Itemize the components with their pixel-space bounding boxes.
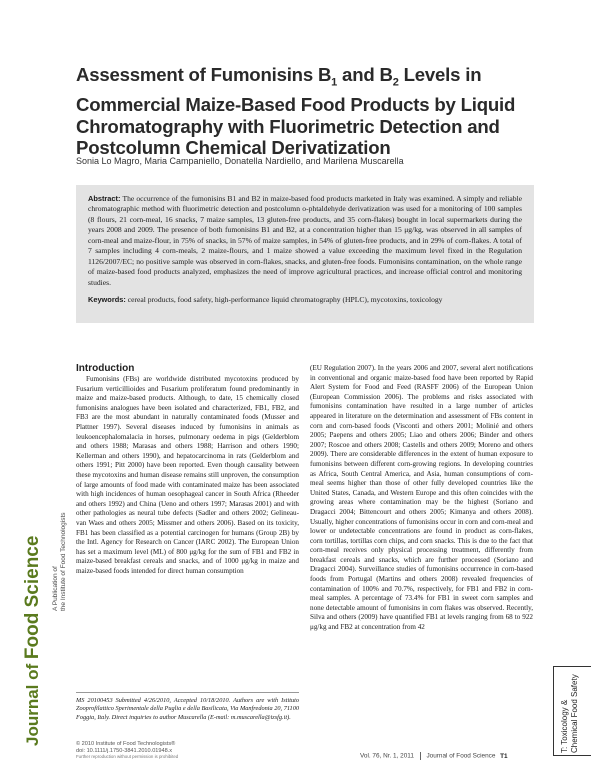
journal-name-prefix: Journal of [23,663,42,746]
section-label: T: Toxicology & Chemical Food Safety [560,674,579,753]
intro-paragraph-left: Fumonisins (FBs) are worldwide distributed mycotoxins produced by Fusarium verticillioides and Fusarium proliferatum found predominantly in maize and maize-based products. Although, to date, 15 chemically closed fumonisins analogues have been isolated and characterized, FB1, FB2, and FB3 are the most abundant in naturally contaminated foods (Musser and Plattner 1997). Several diseases induced by fumonisins in animals as leukoencephalomalacia in horses, pulmonary oedema in pigs (Gelderblom and others 1988; Marasas and others 1988; Harrison and others 1990; Kellerman and others 1990), and hepatocarcinoma in rats (Gelderblom and others 1991; Pitt 2000) have been reported. Even though causality between these mycotoxins and human disease remains still unproven, the consumption of large amounts of food made with contaminated maize has been associated with high incidences of human oesophageal cancer in South Africa (Rheeder and others 1992) and China (Ueno and others 1997; Marasas 2001) and with other pathologies as neural tube defects (Sadler and others 2002; Gelineau-van Waes and others 2005; Missmer and others 2006). Based on its toxicity, FB1 has been classified as a potential carcinogen for humans (Group 2B) by the Intl. Agency for Research on Cancer (IARC 2002). The European Union has set a maximum level (ML) of 800 μg/kg for the sum of FB1 and FB2 in maize-based breakfast cereals and snacks, and of 1000 μg/kg in maize and maize-based foods intended for direct human consumption [76,375,299,575]
publisher-note: A Publication of the Institute of Food Technologists [52,512,67,611]
abstract-label: Abstract: [88,194,121,203]
abstract-box [76,185,534,323]
intro-paragraph-right: (EU Regulation 2007). In the years 2006 and 2007, several alert notifications in conventional and organic maize-based food have been reported by Rapid Alert System for Food and Feed (RASFF 2006) of the European Union (European Commission 2006). The problems and risks associated with fumonisins contamination have resulted in a large number of articles appeared in literature on the determination and assessment of FBs content in corn and corn-based foods (Visconti and others 2001; Molinié and others 2005; Paepens and others 2005; Liao and others 2006; Binder and others 2007; Roscoe and others 2008; Castells and others 2009; Moreno and others 2009). There are considerable differences in the extent of human exposure to fumonisins between different corn-growing regions. In developing countries as Africa, South Central America, and Asia, human consumptions of corn-meal seems higher than those of other fully developed countries like the United States, Canada, and Western Europe and this often coincides with the growing areas where contamination may be the highest (Soriano and Dragacci 2004; Bittencourt and others 2005; Kimanya and others 2008). Usually, higher concentrations of fumonisins occur in corn and corn-meal and lower or undetectable concentrations are found in product as corn-flakes, corn tortillas, tortillas corn chips, and corn snacks. This is due to the fact that corn-meal receives only physical processing treatment, differently from breakfast cereals and snacks, which are further processed (Soriano and Dragacci 2004). Surveillance studies of fumonisins occurrence in corn-based foods from Portugal (Martins and others 2008) revealed frequencies of contamination of 100% and 70.7%, respectively, for FB1 and FB2 in corn-meal samples. A percentage of 73.4% for FB1 in sweet corn samples and none detectable amount of fumonisins in corn flakes was observed. Recently, Silva and others (2009) have quantified FB1 at levels ranging from 68 to 922 μg/kg and FB2 at concentration from 42 [310,364,533,632]
title-line-3: Chromatography with Fluorimetric Detection and [76,115,500,137]
abstract-paragraph [88,194,522,288]
body-column-left [76,375,299,576]
journal-name [22,536,44,746]
authors: Sonia Lo Magro, Maria Campaniello, Donatella Nardiello, and Marilena Muscarella [76,156,404,166]
footer-journal: Journal of Food Science [426,752,496,760]
copyright-block [76,741,178,761]
reproduction-note: Further reproduction without permission is prohibited [76,754,179,760]
introduction-heading: Introduction [76,363,135,374]
footer-divider [420,752,421,760]
journal-name-food: Food Science [22,535,43,660]
title-line-1: Assessment of Fumonisins $B_1$ and $B_2$ Levels in [76,64,482,89]
keywords-paragraph [88,295,522,305]
doi-line: doi: 10.1111/j.1750-3841.2010.01948.x [76,747,173,754]
title-line-4: Postcolumn Chemical Derivatization [76,137,391,159]
keywords-text: cereal products, food safety, high-performance liquid chromatography (HPLC), mycotoxins, toxicology [127,295,443,305]
abstract-text: The occurrence of the fumonisins B1 and B2 in maize-based food products marketed in Italy was examined. A simply and reliable chromatographic method with fluorimetric detection and postcolumn o-phtaldehyde derivatization was used for a monitoring of 100 samples (8 flours, 21 corn-meal, 16 snacks, 7 maize samples, 13 gluten-free products, and 35 corn-flakes) bought in local supermarkets during the years 2008 and 2009. The presence of both fumonisins B1 and B2, at a concentration higher than 15 μg/kg, was observed in all samples of corn-meal and maize-flour, in 75% of snacks, in 57% of maize samples, in 54% of gluten-free products, and in 29% of corn-flakes. A total of 7 samples including 4 corn-meals, 2 maize-flours, and 1 maize showed a value exceeding the maximum level fixed in the Regulation 1126/2007/EC; no positive sample was observed in corn-flakes, snacks, and gluten-free foods. Fumonisins contamination, on the whole range of maize-based food products analyzed, emphasizes the need of improve agricultural practices, and increase official control and monitoring studies. [88,194,522,287]
title-line-2: Commercial Maize-Based Food Products by Liquid [76,94,516,116]
article-title [76,64,546,159]
section-tab [553,666,591,756]
keywords-label: Keywords: [88,295,126,305]
manuscript-note: MS 20100453 Submitted 4/26/2010, Accepted 10/18/2010. Authors are with Istituto Zooprofilattico Sperimentale della Puglia e della Basilicata, Via Manfredonia 20, 71100 Foggia, Italy. Direct inquiries to author Muscarella (E-mail: m.muscarella@izsfg.it). [76,692,299,722]
journal-sidebar-logo [22,476,82,746]
footer-volume: Vol. 76, Nr. 1, 2011 [360,752,414,760]
body-column-right [310,364,533,633]
page-number: T1 [500,752,508,760]
copyright-line: © 2010 Institute of Food Technologists® [76,741,176,747]
page-footer [360,752,508,760]
